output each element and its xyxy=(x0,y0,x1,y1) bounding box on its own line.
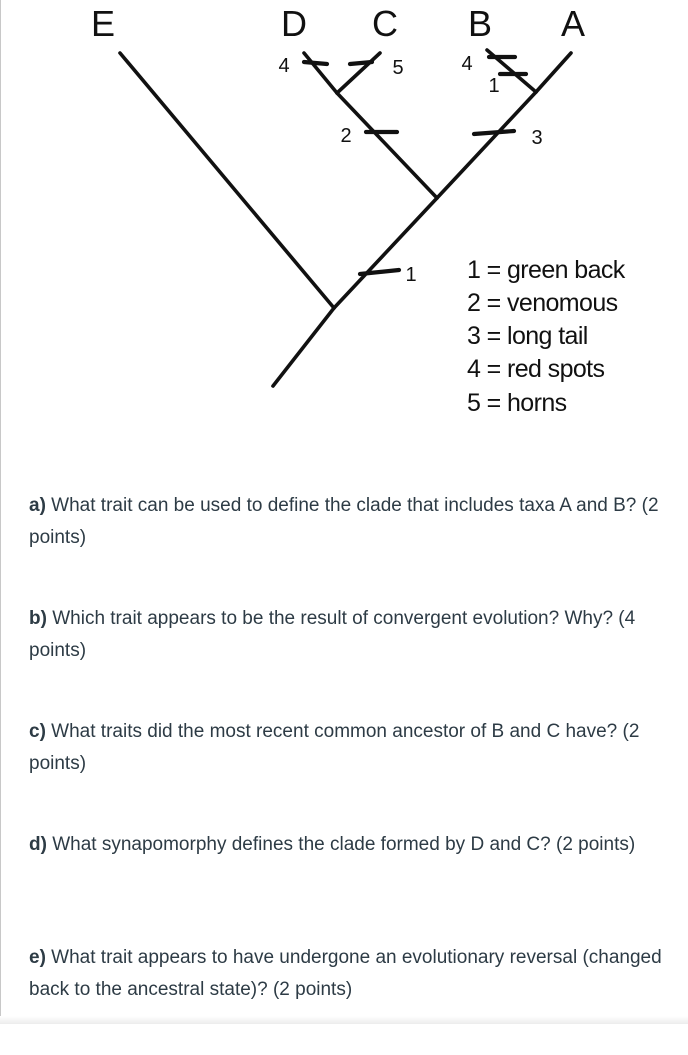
question-list xyxy=(29,490,669,1055)
branch-root xyxy=(273,308,334,386)
question-a xyxy=(29,490,669,554)
tick-4-d xyxy=(304,62,327,64)
char-label-5-c: 5 xyxy=(392,57,404,79)
taxon-label-b: B xyxy=(467,3,493,44)
question-letter: b) xyxy=(29,608,47,629)
branch-e xyxy=(120,53,334,308)
tick-1-ingroup xyxy=(360,270,399,274)
taxon-label-a: A xyxy=(560,3,586,44)
question-text: Which trait appears to be the result of convergent evolution? Why? (4 points) xyxy=(29,608,636,661)
question-text: What trait can be used to define the clade that includes taxa A and B? (2 points) xyxy=(29,495,659,548)
page-bottom-edge xyxy=(0,1016,688,1024)
char-label-2-dc: 2 xyxy=(340,125,352,147)
cladogram xyxy=(0,0,688,440)
question-letter: a) xyxy=(29,495,46,516)
taxon-label-e: E xyxy=(90,3,116,44)
branch-dc-stem xyxy=(337,93,437,198)
char-label-1-ingroup: 1 xyxy=(405,264,417,286)
legend-item: 1 = green back xyxy=(467,256,625,284)
question-d xyxy=(29,829,669,893)
question-letter: e) xyxy=(29,947,46,968)
branch-c xyxy=(337,53,380,93)
question-letter: c) xyxy=(29,721,46,742)
tick-3-ba xyxy=(474,131,514,134)
char-label-3-ba: 3 xyxy=(531,127,543,149)
legend-item: 2 = venomous xyxy=(467,289,618,317)
taxon-label-c: C xyxy=(372,3,398,44)
tick-5-c xyxy=(350,62,372,64)
question-b xyxy=(29,603,669,667)
question-text: What traits did the most recent common ancestor of B and C have? (2 points) xyxy=(29,721,640,774)
char-label-4-b: 4 xyxy=(461,53,473,75)
char-label-1-b: 1 xyxy=(488,75,500,97)
char-label-4-d: 4 xyxy=(278,55,290,77)
legend-item: 5 = horns xyxy=(467,389,567,417)
branch-d xyxy=(304,53,337,93)
legend-item: 4 = red spots xyxy=(467,355,605,383)
branch-ba-stem xyxy=(437,92,536,198)
legend-item: 3 = long tail xyxy=(467,322,588,350)
question-e xyxy=(29,942,669,1006)
question-text: What trait appears to have undergone an evolutionary reversal (changed back to the ancestral state)? (2 points) xyxy=(29,947,662,1000)
branch-ingroup xyxy=(334,198,437,308)
question-text: What synapomorphy defines the clade formed by D and C? (2 points) xyxy=(46,834,636,855)
question-c xyxy=(29,716,669,780)
branch-a xyxy=(536,53,571,92)
taxon-label-d: D xyxy=(281,3,307,44)
question-letter: d) xyxy=(29,834,47,855)
